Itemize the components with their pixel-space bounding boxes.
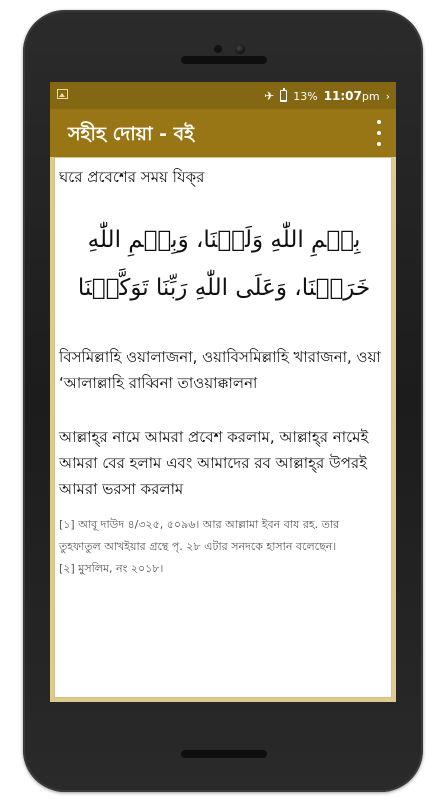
bottom-speaker <box>181 750 267 758</box>
device-screen <box>50 82 396 702</box>
reference-line: [১] আবূ দাউদ ৪/৩২৫, ৫০৯৬। আর আল্লামা ইবন বায রহ. তার <box>59 518 340 531</box>
status-clock: 11:07pm <box>323 89 380 103</box>
status-right-cluster <box>264 87 390 105</box>
meaning-text: আল্লাহ্‌র নামে আমরা প্রবেশ করলাম, আল্লাহ্‌র নামেই আমরা বের হলাম এবং আমাদের রব আল্লাহ্‌র উপরই আমরা ভরসা করলাম <box>59 428 369 498</box>
image-notification-icon <box>57 89 68 99</box>
airplane-icon: ✈ <box>264 89 275 103</box>
battery-icon <box>280 90 287 102</box>
dua-card <box>54 157 392 698</box>
more-vertical-icon[interactable] <box>374 120 384 146</box>
app-bar <box>50 109 396 157</box>
battery-percent: 13% <box>293 89 318 103</box>
chevron-right-icon: › <box>385 89 390 103</box>
status-bar <box>50 82 396 109</box>
app-title: সহীহ দোয়া - বই <box>68 123 195 145</box>
references <box>59 514 391 580</box>
proximity-sensor <box>235 44 245 54</box>
content-area[interactable] <box>50 157 396 702</box>
dua-heading: ঘরে প্রবেশের সময় যিক্‌র <box>59 168 205 186</box>
transliteration-text: বিসমিল্লাহি ওয়ালাজনা, ওয়াবিসমিল্লাহি খারাজনা, ওয়া ‘আলাল্লাহি রাব্বিনা তাওয়াক্কালনা <box>59 348 381 392</box>
front-camera <box>214 45 222 53</box>
arabic-text: بِسۡمِ اللّٰهِ وَلَجۡنَا، وَبِسۡمِ اللّٰهِ خَرَجۡنَا، وَعَلَى اللّٰهِ رَبِّنَا تَوَكَّلۡنَا <box>77 227 371 301</box>
earpiece-speaker <box>181 56 267 64</box>
reference-line: তুহফাতুল আখইয়ার গ্রন্থে পৃ. ২৮ এটার সনদকে হাসান বলেছেন। <box>59 540 337 553</box>
reference-line: [২] মুসলিম, নং ২০১৮। <box>59 562 164 575</box>
